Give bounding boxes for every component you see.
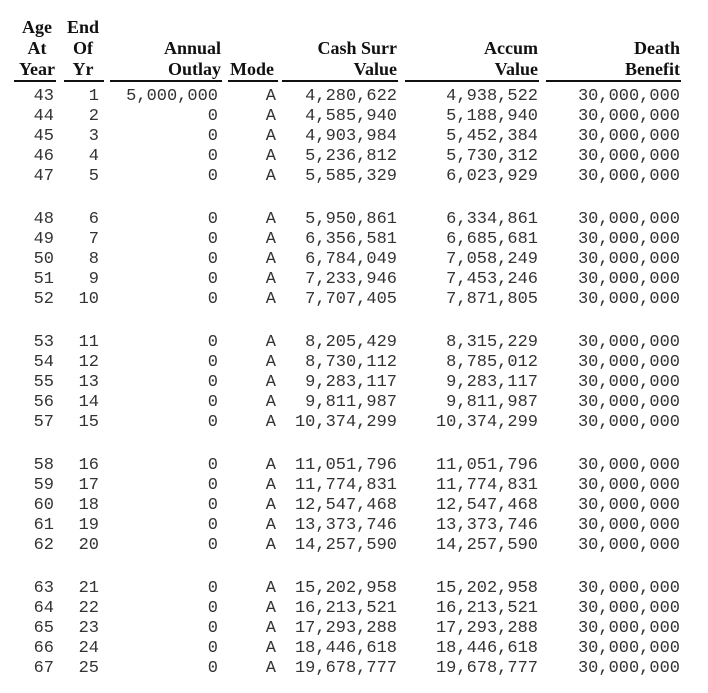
accum-cell: 4,938,522: [446, 87, 538, 106]
death-cell: 30,000,000: [577, 127, 680, 146]
cash-surr-cell: 4,280,622: [305, 87, 397, 106]
group-spacer: [0, 310, 708, 333]
cash-surr-cell: 11,774,831: [294, 476, 397, 495]
mode-cell: A: [265, 373, 276, 392]
age-cell: 49: [33, 230, 54, 249]
table-body: [0, 87, 708, 679]
header-cash-surr-line1: Cash Surr: [317, 38, 397, 58]
mode-cell: A: [265, 456, 276, 475]
mode-cell: A: [265, 230, 276, 249]
cash-surr-cell: 6,784,049: [305, 250, 397, 269]
outlay-cell: 5,000,000: [126, 87, 218, 106]
end-year-cell: 4: [88, 147, 99, 166]
accum-cell: 9,811,987: [446, 393, 538, 412]
accum-cell: 7,453,246: [446, 270, 538, 289]
header-rule-cash-surr: [282, 80, 398, 82]
outlay-cell: 0: [207, 639, 218, 658]
cash-surr-cell: 9,811,987: [305, 393, 397, 412]
mode-cell: A: [265, 210, 276, 229]
mode-cell: A: [265, 496, 276, 515]
group-spacer: [0, 556, 708, 579]
end-year-cell: 16: [78, 456, 99, 475]
header-outlay-line2: Outlay: [167, 59, 221, 79]
end-year-cell: 7: [88, 230, 99, 249]
header-age-line2: At: [27, 38, 47, 58]
age-cell: 48: [33, 210, 54, 229]
cash-surr-cell: 4,585,940: [305, 107, 397, 126]
end-year-cell: 20: [78, 536, 99, 555]
outlay-cell: 0: [207, 536, 218, 555]
end-year-cell: 23: [78, 619, 99, 638]
table-row: [0, 599, 708, 619]
accum-cell: 6,023,929: [446, 167, 538, 186]
end-year-cell: 3: [88, 127, 99, 146]
accum-cell: 8,785,012: [446, 353, 538, 372]
mode-cell: A: [265, 639, 276, 658]
outlay-cell: 0: [207, 516, 218, 535]
header-rule-mode: [228, 80, 278, 82]
accum-cell: 16,213,521: [435, 599, 538, 618]
header-rule-outlay: [110, 80, 222, 82]
outlay-cell: 0: [207, 270, 218, 289]
cash-surr-cell: 7,707,405: [305, 290, 397, 309]
age-cell: 59: [33, 476, 54, 495]
cash-surr-cell: 15,202,958: [294, 579, 397, 598]
death-cell: 30,000,000: [577, 496, 680, 515]
accum-cell: 5,730,312: [446, 147, 538, 166]
end-year-cell: 25: [78, 659, 99, 678]
death-cell: 30,000,000: [577, 373, 680, 392]
header-age-line3: Year: [19, 59, 55, 79]
age-cell: 54: [33, 353, 54, 372]
mode-cell: A: [265, 333, 276, 352]
mode-cell: A: [265, 413, 276, 432]
accum-cell: 7,058,249: [446, 250, 538, 269]
age-cell: 58: [33, 456, 54, 475]
age-cell: 64: [33, 599, 54, 618]
end-year-cell: 24: [78, 639, 99, 658]
end-year-cell: 8: [88, 250, 99, 269]
age-cell: 55: [33, 373, 54, 392]
death-cell: 30,000,000: [577, 167, 680, 186]
age-cell: 43: [33, 87, 54, 106]
outlay-cell: 0: [207, 333, 218, 352]
age-cell: 65: [33, 619, 54, 638]
cash-surr-cell: 17,293,288: [294, 619, 397, 638]
death-cell: 30,000,000: [577, 393, 680, 412]
death-cell: 30,000,000: [577, 250, 680, 269]
mode-cell: A: [265, 393, 276, 412]
cash-surr-cell: 11,051,796: [294, 456, 397, 475]
cash-surr-cell: 8,205,429: [305, 333, 397, 352]
header-age-line1: Age: [22, 17, 52, 37]
outlay-cell: 0: [207, 659, 218, 678]
death-cell: 30,000,000: [577, 536, 680, 555]
mode-cell: A: [265, 516, 276, 535]
group-spacer: [0, 433, 708, 456]
cash-surr-cell: 4,903,984: [305, 127, 397, 146]
outlay-cell: 0: [207, 413, 218, 432]
outlay-cell: 0: [207, 210, 218, 229]
age-cell: 57: [33, 413, 54, 432]
header-end-year-line2: Of: [73, 38, 93, 58]
cash-surr-cell: 5,950,861: [305, 210, 397, 229]
outlay-cell: 0: [207, 250, 218, 269]
mode-cell: A: [265, 270, 276, 289]
header-rule-age: [14, 80, 56, 82]
mode-cell: A: [265, 250, 276, 269]
accum-cell: 19,678,777: [435, 659, 538, 678]
accum-cell: 5,188,940: [446, 107, 538, 126]
mode-cell: A: [265, 536, 276, 555]
outlay-cell: 0: [207, 599, 218, 618]
end-year-cell: 14: [78, 393, 99, 412]
mode-cell: A: [265, 167, 276, 186]
cash-surr-cell: 8,730,112: [305, 353, 397, 372]
age-cell: 47: [33, 167, 54, 186]
outlay-cell: 0: [207, 230, 218, 249]
age-cell: 67: [33, 659, 54, 678]
mode-cell: A: [265, 147, 276, 166]
table-row: [0, 373, 708, 393]
mode-cell: A: [265, 579, 276, 598]
header-outlay-line1: Annual: [163, 38, 221, 58]
end-year-cell: 18: [78, 496, 99, 515]
death-cell: 30,000,000: [577, 353, 680, 372]
mode-cell: A: [265, 619, 276, 638]
outlay-cell: 0: [207, 456, 218, 475]
end-year-cell: 5: [88, 167, 99, 186]
mode-cell: A: [265, 353, 276, 372]
age-cell: 45: [33, 127, 54, 146]
header-rule-accum: [405, 80, 539, 82]
end-year-cell: 1: [88, 87, 99, 106]
death-cell: 30,000,000: [577, 413, 680, 432]
outlay-cell: 0: [207, 290, 218, 309]
table-row: [0, 290, 708, 310]
death-cell: 30,000,000: [577, 87, 680, 106]
table-row: [0, 456, 708, 476]
age-cell: 63: [33, 579, 54, 598]
accum-cell: 14,257,590: [435, 536, 538, 555]
cash-surr-cell: 10,374,299: [294, 413, 397, 432]
death-cell: 30,000,000: [577, 290, 680, 309]
accum-cell: 11,774,831: [435, 476, 538, 495]
table-row: [0, 333, 708, 353]
outlay-cell: 0: [207, 619, 218, 638]
table-row: [0, 167, 708, 187]
end-year-cell: 22: [78, 599, 99, 618]
cash-surr-cell: 9,283,117: [305, 373, 397, 392]
death-cell: 30,000,000: [577, 456, 680, 475]
header-rule-end-year: [64, 80, 104, 82]
end-year-cell: 6: [88, 210, 99, 229]
table-row: [0, 353, 708, 373]
mode-cell: A: [265, 476, 276, 495]
accum-cell: 15,202,958: [435, 579, 538, 598]
end-year-cell: 9: [88, 270, 99, 289]
outlay-cell: 0: [207, 147, 218, 166]
cash-surr-cell: 12,547,468: [294, 496, 397, 515]
cash-surr-cell: 13,373,746: [294, 516, 397, 535]
header-end-year-line1: End: [66, 17, 100, 37]
header-death-line2: Benefit: [625, 59, 680, 79]
outlay-cell: 0: [207, 127, 218, 146]
table-row: [0, 516, 708, 536]
age-cell: 62: [33, 536, 54, 555]
cash-surr-cell: 7,233,946: [305, 270, 397, 289]
table-row: [0, 639, 708, 659]
accum-cell: 9,283,117: [446, 373, 538, 392]
death-cell: 30,000,000: [577, 230, 680, 249]
outlay-cell: 0: [207, 353, 218, 372]
death-cell: 30,000,000: [577, 270, 680, 289]
age-cell: 52: [33, 290, 54, 309]
mode-cell: A: [265, 659, 276, 678]
header-mode: Mode: [230, 59, 274, 79]
table-row: [0, 87, 708, 107]
mode-cell: A: [265, 107, 276, 126]
cash-surr-cell: 14,257,590: [294, 536, 397, 555]
mode-cell: A: [265, 127, 276, 146]
outlay-cell: 0: [207, 373, 218, 392]
death-cell: 30,000,000: [577, 619, 680, 638]
death-cell: 30,000,000: [577, 599, 680, 618]
death-cell: 30,000,000: [577, 659, 680, 678]
death-cell: 30,000,000: [577, 147, 680, 166]
table-row: [0, 147, 708, 167]
header-end-year-line3: Yr: [72, 59, 94, 79]
end-year-cell: 10: [78, 290, 99, 309]
outlay-cell: 0: [207, 167, 218, 186]
cash-surr-cell: 5,585,329: [305, 167, 397, 186]
outlay-cell: 0: [207, 393, 218, 412]
end-year-cell: 12: [78, 353, 99, 372]
cash-surr-cell: 6,356,581: [305, 230, 397, 249]
accum-cell: 10,374,299: [435, 413, 538, 432]
table-row: [0, 476, 708, 496]
mode-cell: A: [265, 599, 276, 618]
age-cell: 53: [33, 333, 54, 352]
accum-cell: 7,871,805: [446, 290, 538, 309]
accum-cell: 17,293,288: [435, 619, 538, 638]
accum-cell: 6,334,861: [446, 210, 538, 229]
age-cell: 60: [33, 496, 54, 515]
end-year-cell: 17: [78, 476, 99, 495]
accum-cell: 11,051,796: [435, 456, 538, 475]
accum-cell: 8,315,229: [446, 333, 538, 352]
age-cell: 44: [33, 107, 54, 126]
death-cell: 30,000,000: [577, 476, 680, 495]
table-row: [0, 393, 708, 413]
end-year-cell: 15: [78, 413, 99, 432]
mode-cell: A: [265, 87, 276, 106]
death-cell: 30,000,000: [577, 579, 680, 598]
table-row: [0, 413, 708, 433]
mode-cell: A: [265, 290, 276, 309]
header-accum-line2: Value: [494, 59, 538, 79]
table-row: [0, 536, 708, 556]
death-cell: 30,000,000: [577, 333, 680, 352]
table-row: [0, 127, 708, 147]
death-cell: 30,000,000: [577, 107, 680, 126]
table-header: [0, 0, 708, 90]
accum-cell: 12,547,468: [435, 496, 538, 515]
header-accum-line1: Accum: [484, 38, 538, 58]
end-year-cell: 13: [78, 373, 99, 392]
accum-cell: 18,446,618: [435, 639, 538, 658]
death-cell: 30,000,000: [577, 210, 680, 229]
age-cell: 56: [33, 393, 54, 412]
group-spacer: [0, 187, 708, 210]
table-row: [0, 230, 708, 250]
table-row: [0, 250, 708, 270]
accum-cell: 5,452,384: [446, 127, 538, 146]
age-cell: 50: [33, 250, 54, 269]
header-cash-surr-line2: Value: [353, 59, 397, 79]
age-cell: 61: [33, 516, 54, 535]
end-year-cell: 21: [78, 579, 99, 598]
cash-surr-cell: 5,236,812: [305, 147, 397, 166]
accum-cell: 6,685,681: [446, 230, 538, 249]
outlay-cell: 0: [207, 476, 218, 495]
outlay-cell: 0: [207, 107, 218, 126]
age-cell: 51: [33, 270, 54, 289]
outlay-cell: 0: [207, 579, 218, 598]
death-cell: 30,000,000: [577, 516, 680, 535]
outlay-cell: 0: [207, 496, 218, 515]
header-death-line1: Death: [634, 38, 680, 58]
table-row: [0, 579, 708, 599]
end-year-cell: 2: [88, 107, 99, 126]
cash-surr-cell: 16,213,521: [294, 599, 397, 618]
table-row: [0, 659, 708, 679]
table-row: [0, 107, 708, 127]
end-year-cell: 11: [78, 333, 99, 352]
table-row: [0, 210, 708, 230]
end-year-cell: 19: [78, 516, 99, 535]
cash-surr-cell: 18,446,618: [294, 639, 397, 658]
age-cell: 66: [33, 639, 54, 658]
table-row: [0, 270, 708, 290]
table-row: [0, 619, 708, 639]
age-cell: 46: [33, 147, 54, 166]
header-rule-death: [546, 80, 681, 82]
death-cell: 30,000,000: [577, 639, 680, 658]
table-row: [0, 496, 708, 516]
accum-cell: 13,373,746: [435, 516, 538, 535]
cash-surr-cell: 19,678,777: [294, 659, 397, 678]
